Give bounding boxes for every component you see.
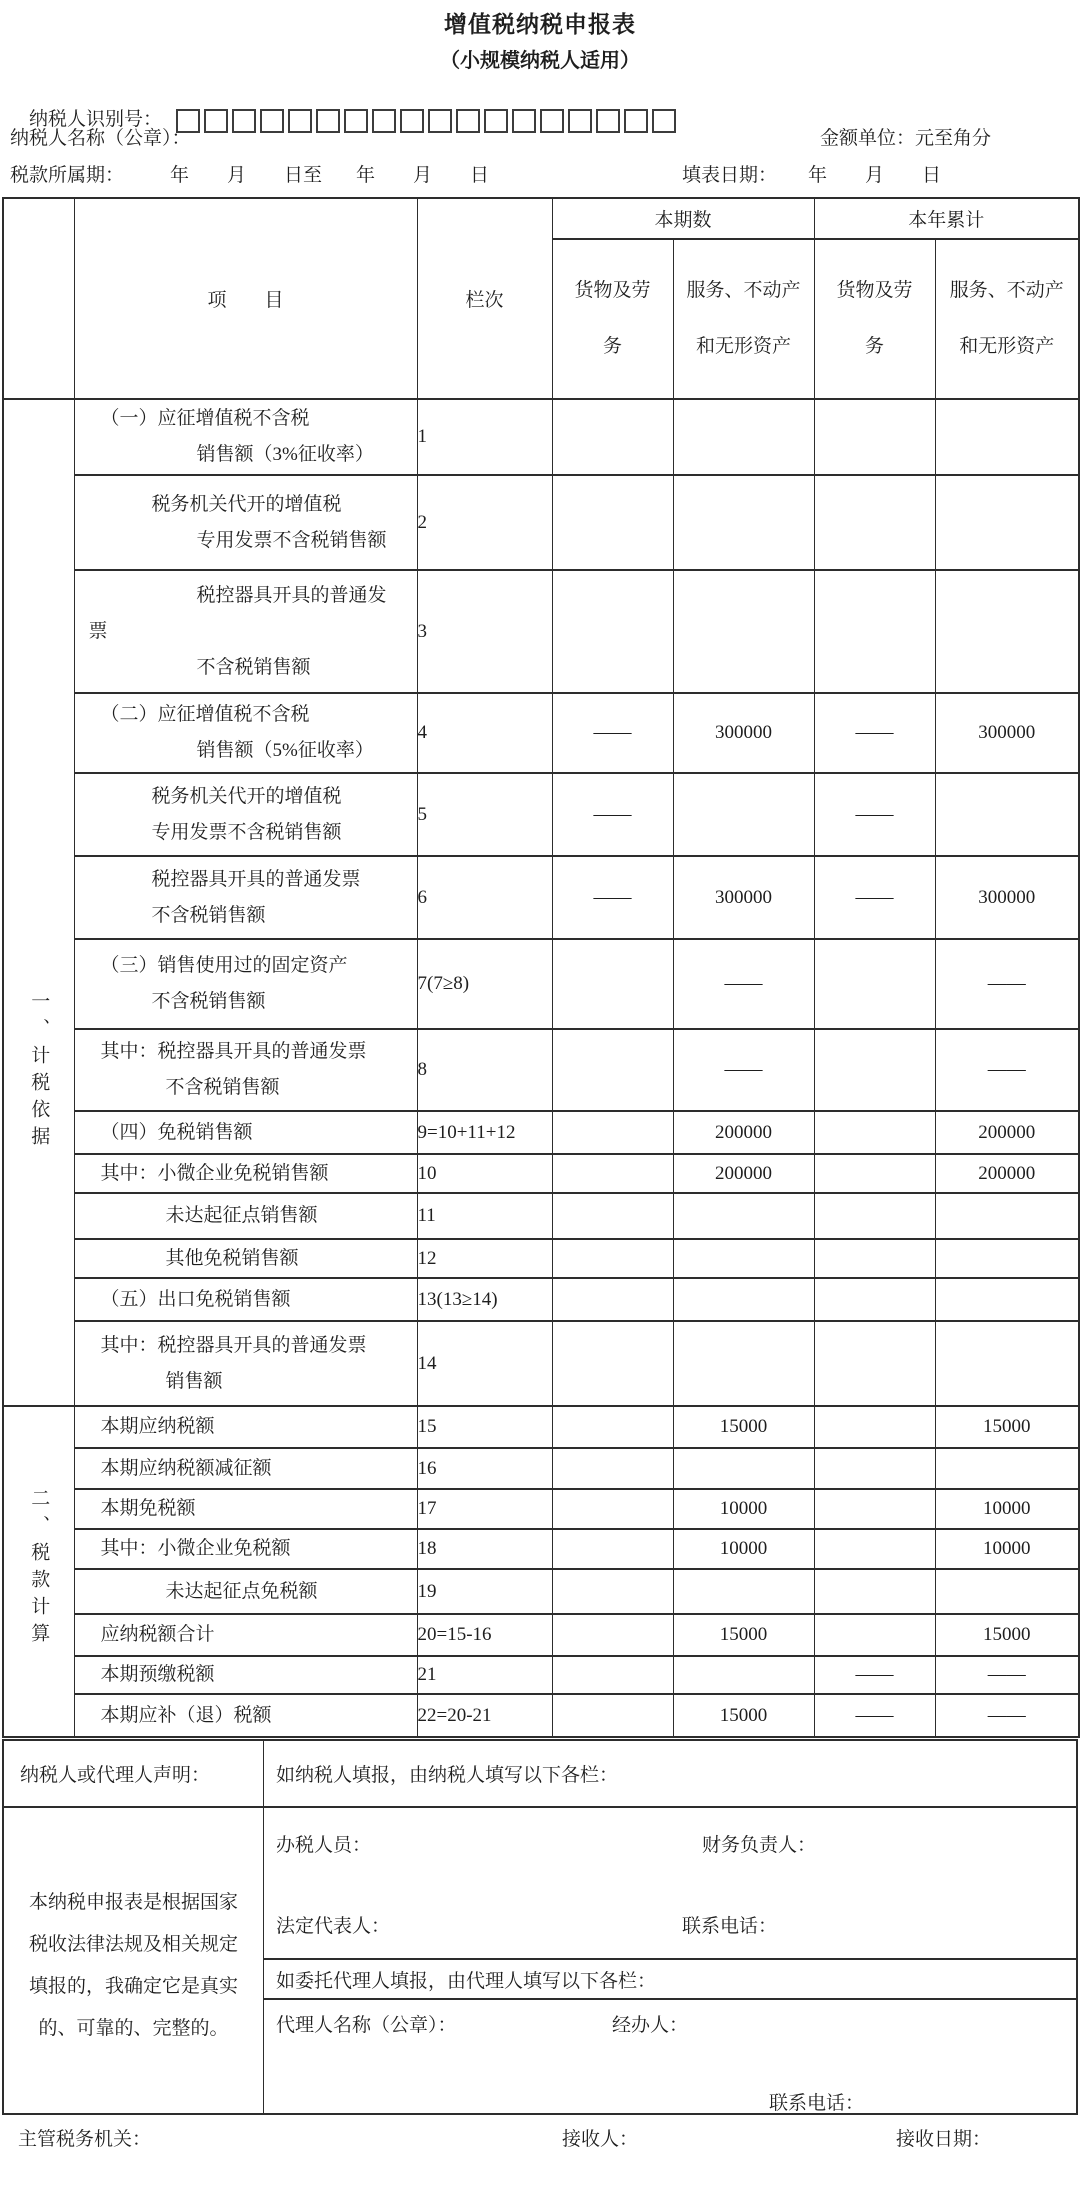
year-cumulative-header: 本年累计 (814, 198, 1079, 239)
value-cell (935, 1278, 1079, 1321)
declaration-header-row (4, 1741, 1076, 1808)
agent-note: 如委托代理人填报，由代理人填写以下各栏： (264, 1960, 1076, 2000)
id-box (204, 109, 228, 133)
corner-cell (3, 198, 74, 399)
value-cell: —— (673, 939, 814, 1029)
value-cell (552, 1193, 673, 1239)
item-cell: （一）应征增值税不含税 销售额（3%征收率） (74, 399, 417, 475)
table-row (3, 1154, 1079, 1193)
value-cell (814, 1489, 935, 1529)
section-label-tax-calculation: 二、税款计算 (3, 1406, 74, 1737)
item-cell: （五）出口免税销售额 (74, 1278, 417, 1321)
value-cell (814, 1154, 935, 1193)
item-cell: 本期预缴税额 (74, 1656, 417, 1694)
column-no-cell: 21 (417, 1656, 552, 1694)
item-cell: 其他免税销售额 (74, 1239, 417, 1278)
column-no-cell: 20=15-16 (417, 1614, 552, 1656)
legal-rep-label: 法定代表人： (276, 1916, 391, 1937)
value-cell (814, 1239, 935, 1278)
column-no-cell: 7(7≥8) (417, 939, 552, 1029)
value-cell (552, 1406, 673, 1448)
table-row (3, 856, 1079, 939)
table-row (3, 773, 1079, 856)
fill-date-label: 填表日期： (682, 165, 778, 186)
value-cell (935, 1569, 1079, 1614)
value-cell (935, 570, 1079, 693)
column-no-cell: 9=10+11+12 (417, 1111, 552, 1154)
table-row (3, 1656, 1079, 1694)
item-cell: 其中：小微企业免税额 (74, 1529, 417, 1569)
item-cell: （三）销售使用过的固定资产 不含税销售额 (74, 939, 417, 1029)
value-cell (814, 1321, 935, 1406)
id-box (372, 109, 396, 133)
value-cell (673, 1656, 814, 1694)
value-cell (673, 773, 814, 856)
value-cell (935, 1321, 1079, 1406)
value-cell: 200000 (673, 1111, 814, 1154)
declaration-statement: 本纳税申报表是根据国家 税收法律法规及相关规定 填报的，我确定它是真实 的、可靠的、完整的。 (4, 1808, 264, 2113)
item-cell: 本期应纳税额 (74, 1406, 417, 1448)
value-cell: —— (814, 773, 935, 856)
column-no-cell: 16 (417, 1448, 552, 1489)
item-cell: 其中：小微企业免税销售额 (74, 1154, 417, 1193)
value-cell (935, 475, 1079, 570)
value-cell (814, 939, 935, 1029)
taxpayer-name-label: 纳税人名称（公章）： (10, 128, 191, 149)
value-cell (673, 399, 814, 475)
handler-label: 经办人： (612, 2015, 689, 2036)
id-box (316, 109, 340, 133)
table-row (3, 1111, 1079, 1154)
column-no-cell: 19 (417, 1569, 552, 1614)
value-cell (552, 1278, 673, 1321)
column-no-cell: 5 (417, 773, 552, 856)
table-row (3, 1614, 1079, 1656)
column-no-cell: 6 (417, 856, 552, 939)
table-row (3, 570, 1079, 693)
value-cell: 300000 (935, 693, 1079, 773)
value-cell (673, 1278, 814, 1321)
column-no-cell: 2 (417, 475, 552, 570)
value-cell: 300000 (673, 693, 814, 773)
taxpayer-fill-block (264, 1808, 1076, 1960)
goods-services-header: 货物及劳 务 (552, 239, 673, 399)
value-cell: 300000 (673, 856, 814, 939)
item-cell: 本期应纳税额减征额 (74, 1448, 417, 1489)
item-cell: 未达起征点销售额 (74, 1193, 417, 1239)
declaration-fill-area (264, 1808, 1076, 2113)
tax-clerk-label: 办税人员： (276, 1835, 372, 1856)
item-cell: 本期应补（退）税额 (74, 1694, 417, 1737)
table-row (3, 1448, 1079, 1489)
form-title: 增值税纳税申报表 (444, 12, 636, 37)
column-no-cell: 13(13≥14) (417, 1278, 552, 1321)
value-cell (814, 475, 935, 570)
item-cell: 其中：税控器具开具的普通发票 不含税销售额 (74, 1029, 417, 1111)
tax-authority-label: 主管税务机关： (18, 2129, 152, 2150)
column-no-cell: 17 (417, 1489, 552, 1529)
item-cell: （二）应征增值税不含税 销售额（5%征收率） (74, 693, 417, 773)
value-cell (935, 773, 1079, 856)
value-cell (552, 570, 673, 693)
value-cell (814, 1529, 935, 1569)
value-cell (673, 570, 814, 693)
declaration-body-row (4, 1808, 1076, 2113)
declaration-left-title: 纳税人或代理人声明： (4, 1741, 264, 1806)
value-cell (673, 1193, 814, 1239)
agent-phone-label: 联系电话： (769, 2093, 865, 2114)
value-cell: 10000 (673, 1489, 814, 1529)
value-cell: —— (814, 1694, 935, 1737)
value-cell (552, 1111, 673, 1154)
value-cell (552, 1614, 673, 1656)
column-no-cell: 18 (417, 1529, 552, 1569)
tax-period-end: 年 月 日 (356, 165, 490, 186)
id-box (484, 109, 508, 133)
value-cell (814, 1569, 935, 1614)
declaration-right-title: 如纳税人填报，由纳税人填写以下各栏： (276, 1765, 619, 1786)
value-cell: 15000 (673, 1694, 814, 1737)
value-cell (814, 1029, 935, 1111)
value-cell (814, 1111, 935, 1154)
value-cell (814, 1193, 935, 1239)
item-cell: 税控器具开具的普通发票 不含税销售额 (74, 856, 417, 939)
item-cell: 税务机关代开的增值税 专用发票不含税销售额 (74, 475, 417, 570)
value-cell (552, 399, 673, 475)
id-box (568, 109, 592, 133)
value-cell (552, 1029, 673, 1111)
id-box (652, 109, 676, 133)
taxpayer-id-label: 纳税人识别号： (29, 109, 163, 130)
value-cell: 15000 (935, 1614, 1079, 1656)
table-row (3, 1193, 1079, 1239)
receiver-label: 接收人： (562, 2129, 639, 2150)
value-cell (673, 1448, 814, 1489)
value-cell (673, 475, 814, 570)
value-cell (673, 1321, 814, 1406)
value-cell: —— (814, 856, 935, 939)
id-box (400, 109, 424, 133)
id-box (512, 109, 536, 133)
header-row-1 (3, 198, 1079, 239)
value-cell (552, 475, 673, 570)
value-cell: —— (552, 693, 673, 773)
id-box (428, 109, 452, 133)
value-cell (552, 1489, 673, 1529)
section-label-tax-basis: 一、计税依据 (3, 399, 74, 1406)
value-cell: —— (552, 856, 673, 939)
id-box (596, 109, 620, 133)
column-no-cell: 3 (417, 570, 552, 693)
value-cell (673, 1239, 814, 1278)
value-cell (935, 1448, 1079, 1489)
id-box (260, 109, 284, 133)
column-no-cell: 14 (417, 1321, 552, 1406)
tax-period-start: 年 月 日至 (170, 165, 323, 186)
column-no-cell: 8 (417, 1029, 552, 1111)
contact-phone-label: 联系电话： (682, 1916, 778, 1937)
value-cell: 10000 (935, 1529, 1079, 1569)
value-cell: —— (814, 1656, 935, 1694)
value-cell (552, 939, 673, 1029)
id-box (624, 109, 648, 133)
taxpayer-id-boxes (176, 109, 680, 133)
item-cell: 应纳税额合计 (74, 1614, 417, 1656)
value-cell: —— (673, 1029, 814, 1111)
value-cell: —— (935, 1656, 1079, 1694)
fill-date-value: 年 月 日 (808, 165, 942, 186)
column-no-cell: 10 (417, 1154, 552, 1193)
value-cell (552, 1239, 673, 1278)
table-row (3, 1694, 1079, 1737)
receive-date-label: 接收日期： (896, 2129, 992, 2150)
column-no-cell: 15 (417, 1406, 552, 1448)
column-no-cell: 22=20-21 (417, 1694, 552, 1737)
value-cell: —— (935, 939, 1079, 1029)
table-row (3, 399, 1079, 475)
table-row (3, 1278, 1079, 1321)
value-cell (673, 1569, 814, 1614)
value-cell: 200000 (673, 1154, 814, 1193)
value-cell (814, 1614, 935, 1656)
form-subtitle: （小规模纳税人适用） (440, 50, 640, 72)
declaration-section (2, 1739, 1078, 2115)
column-no-cell: 12 (417, 1239, 552, 1278)
value-cell: —— (814, 693, 935, 773)
table-row (3, 693, 1079, 773)
value-cell: 200000 (935, 1111, 1079, 1154)
value-cell (935, 399, 1079, 475)
table-row (3, 1529, 1079, 1569)
value-cell: 10000 (673, 1529, 814, 1569)
item-cell: 税务机关代开的增值税 专用发票不含税销售额 (74, 773, 417, 856)
table-row (3, 475, 1079, 570)
value-cell (552, 1694, 673, 1737)
amount-unit-label: 金额单位：元至角分 (820, 128, 992, 149)
value-cell: —— (935, 1029, 1079, 1111)
value-cell (814, 399, 935, 475)
services-property-header: 服务、不动产 和无形资产 (935, 239, 1079, 399)
id-box (540, 109, 564, 133)
item-cell: 其中：税控器具开具的普通发票 销售额 (74, 1321, 417, 1406)
table-row (3, 1406, 1079, 1448)
value-cell (552, 1154, 673, 1193)
item-header: 项 目 (74, 198, 417, 399)
value-cell (814, 1278, 935, 1321)
item-cell: 本期免税额 (74, 1489, 417, 1529)
value-cell (814, 570, 935, 693)
table-row (3, 1239, 1079, 1278)
services-property-header: 服务、不动产 和无形资产 (673, 239, 814, 399)
column-no-cell: 11 (417, 1193, 552, 1239)
value-cell (552, 1448, 673, 1489)
id-box (288, 109, 312, 133)
value-cell: 10000 (935, 1489, 1079, 1529)
column-no-header: 栏次 (417, 198, 552, 399)
item-cell: 未达起征点免税额 (74, 1569, 417, 1614)
item-cell: （四）免税销售额 (74, 1111, 417, 1154)
value-cell (552, 1569, 673, 1614)
table-row (3, 1489, 1079, 1529)
item-cell: 税控器具开具的普通发 票 不含税销售额 (74, 570, 417, 693)
value-cell: 300000 (935, 856, 1079, 939)
value-cell (552, 1529, 673, 1569)
value-cell: —— (935, 1694, 1079, 1737)
table-row (3, 1569, 1079, 1614)
value-cell (814, 1448, 935, 1489)
value-cell: 15000 (673, 1406, 814, 1448)
agent-name-label: 代理人名称（公章）： (276, 2015, 457, 2036)
current-period-header: 本期数 (552, 198, 814, 239)
column-no-cell: 4 (417, 693, 552, 773)
value-cell (552, 1321, 673, 1406)
footer-row (0, 2124, 1080, 2148)
value-cell: —— (552, 773, 673, 856)
agent-fill-block (264, 2000, 1076, 2113)
finance-head-label: 财务负责人： (702, 1835, 817, 1856)
id-box (344, 109, 368, 133)
value-cell: 15000 (673, 1614, 814, 1656)
table-row (3, 939, 1079, 1029)
value-cell (935, 1193, 1079, 1239)
table-row (3, 1321, 1079, 1406)
value-cell: 15000 (935, 1406, 1079, 1448)
value-cell (552, 1656, 673, 1694)
declaration-table (2, 197, 1080, 1738)
column-no-cell: 1 (417, 399, 552, 475)
value-cell: 200000 (935, 1154, 1079, 1193)
table-row (3, 1029, 1079, 1111)
goods-services-header: 货物及劳 务 (814, 239, 935, 399)
value-cell (814, 1406, 935, 1448)
tax-period-label: 税款所属期： (10, 165, 125, 186)
id-box (456, 109, 480, 133)
value-cell (935, 1239, 1079, 1278)
id-box (232, 109, 256, 133)
